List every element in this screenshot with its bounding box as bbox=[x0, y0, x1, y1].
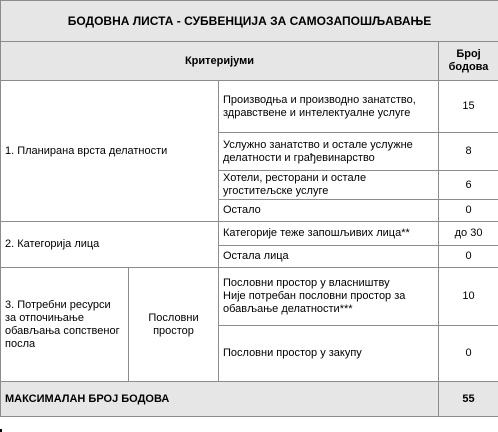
section3-row2-points: 0 bbox=[439, 326, 498, 382]
max-points-label: МАКСИМАЛАН БРОЈ БОДОВА bbox=[1, 382, 439, 417]
points-header-line2: бодова bbox=[448, 61, 489, 73]
section1-row3-points: 6 bbox=[439, 171, 498, 200]
section1-row4-text: Остало bbox=[219, 200, 439, 222]
max-points-value: 55 bbox=[439, 382, 498, 417]
section3-row1-line2: Није потребан пословни простор за обављање делатности*** bbox=[223, 290, 406, 315]
section1-row3-text: Хотели, ресторани и остале угоститељске услуге bbox=[219, 171, 439, 200]
section3-label: 3. Потребни ресурси за отпочињање обављања сопственог посла bbox=[1, 268, 129, 382]
criteria-header: Критеријуми bbox=[1, 42, 439, 81]
section3-row1-line1: Пословни простор у власништву bbox=[223, 277, 390, 289]
section1-row2-points: 8 bbox=[439, 133, 498, 171]
section3-row1-points: 10 bbox=[439, 268, 498, 326]
section2-label: 2. Категорија лица bbox=[1, 222, 219, 268]
section2-row2-text: Остала лица bbox=[219, 246, 439, 268]
section1-row1-text: Производња и производно занатство, здравствене и интелектуалне услуге bbox=[219, 81, 439, 133]
points-header-line1: Број bbox=[456, 48, 481, 60]
sheet-title: БОДОВНА ЛИСТА - СУБВЕНЦИЈА ЗА САМОЗАПОШЉАВАЊЕ bbox=[1, 1, 498, 42]
section3-sublabel: Пословни простор bbox=[129, 268, 219, 382]
points-header bbox=[439, 42, 498, 81]
section3-row1-text bbox=[219, 268, 439, 326]
section2-row1-text: Категорије теже запошљивих лица** bbox=[219, 222, 439, 246]
section1-row1-points: 15 bbox=[439, 81, 498, 133]
section2-row2-points: 0 bbox=[439, 246, 498, 268]
section3-row2-text: Пословни простор у закупу bbox=[219, 326, 439, 382]
section1-row4-points: 0 bbox=[439, 200, 498, 222]
section1-label: 1. Планирана врста делатности bbox=[1, 81, 219, 222]
section2-row1-points: до 30 bbox=[439, 222, 498, 246]
section1-row2-text: Услужно занатство и остале услужне делатности и грађевинарство bbox=[219, 133, 439, 171]
